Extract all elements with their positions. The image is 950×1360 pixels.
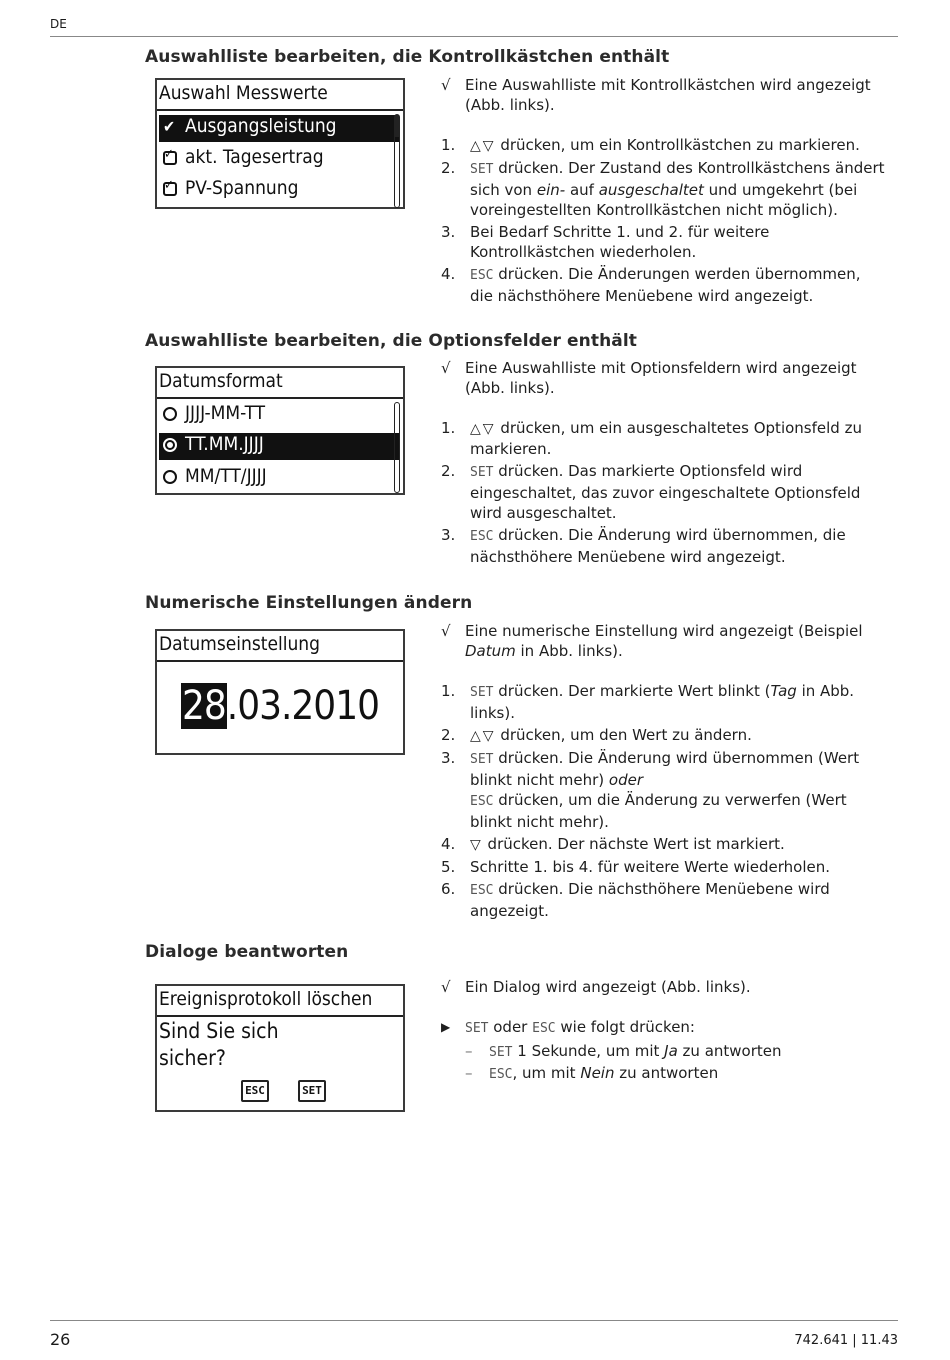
esc-key-icon: ESC — [241, 1080, 269, 1102]
lcd-row-selected: TT.MM.JJJJ — [159, 433, 399, 460]
lcd-row: JJJJ-MM-TT — [159, 402, 399, 429]
page-number: 26 — [50, 1330, 71, 1349]
arrow-right-icon: ▶ — [441, 1020, 451, 1034]
scrollbar — [394, 114, 400, 208]
lcd-row: ✓ PV-Spannung — [164, 177, 299, 199]
dash-icon: – — [465, 1042, 473, 1060]
section-heading-radio: Auswahlliste bearbeiten, die Optionsfelder enthält — [145, 331, 638, 351]
footer-rule — [50, 1320, 898, 1321]
lcd-title: Ereignisprotokoll löschen — [159, 988, 373, 1010]
checkbox-checked-icon: ✓ — [163, 151, 177, 165]
scrollbar — [394, 402, 400, 493]
checkbox-checked-icon: ✓ — [163, 182, 177, 196]
instructions-numeric: √ Eine numerische Einstellung wird angezeigt (Beispiel Datum in Abb. links). 1. SET drücken. Der markierte Wert blinkt (Tag in Abb. links). 2. △▽ drücken, um den Wert zu ändern. 3. SET drücken. Die Änderung wird übernommen (Wert blinkt nicht mehr) oder ESC drücken, um die Änderung zu verwerfen (Wert blinkt nicht mehr). 4. ▽ drücken. Der nächste Wert ist markiert. 5. Schritte 1. bis 4. für weitere Werte wiederholen. 6. ESC drücken. Die nächsthöhere Menüebene wird angezeigt. — [441, 622, 863, 920]
lcd-row: ✓ akt. Tagesertrag — [164, 146, 324, 168]
language-label: DE — [50, 17, 67, 31]
section-heading-numeric: Numerische Einstellungen ändern — [145, 593, 473, 613]
lcd-divider — [157, 1015, 403, 1017]
lcd-dialog — [155, 984, 405, 1112]
radio-selected-icon — [163, 438, 177, 452]
lcd-radio-list — [155, 366, 405, 495]
checkmark-icon: √ — [441, 76, 451, 94]
dialog-question-line: sicher? — [159, 1046, 226, 1070]
dash-icon: – — [465, 1064, 473, 1082]
lcd-title: Auswahl Messwerte — [159, 82, 328, 104]
radio-empty-icon — [163, 470, 177, 484]
radio-empty-icon — [163, 407, 177, 421]
lcd-divider — [157, 109, 403, 111]
section-heading-checkboxes: Auswahlliste bearbeiten, die Kontrollkästchen enthält — [145, 47, 670, 67]
lcd-checkbox-list — [155, 78, 405, 209]
lcd-date-setting — [155, 629, 405, 755]
lcd-row-selected: ✔ Ausgangsleistung — [159, 115, 399, 142]
date-day-highlight: 28 — [182, 683, 226, 729]
checkmark-icon: √ — [441, 978, 451, 996]
dialog-question-line: Sind Sie sich — [159, 1019, 279, 1043]
checkmark-icon: √ — [441, 359, 451, 377]
section-heading-dialogs: Dialoge beantworten — [145, 942, 349, 962]
lcd-title: Datumseinstellung — [159, 633, 320, 655]
lcd-row: MM/TT/JJJJ — [159, 465, 399, 492]
checkmark-icon: √ — [441, 622, 451, 640]
lcd-date-value: 28.03.2010 — [182, 683, 379, 729]
lcd-divider — [157, 397, 403, 399]
header-rule — [50, 36, 898, 37]
document-reference: 742.641 | 11.43 — [794, 1333, 898, 1348]
lcd-title: Datumsformat — [159, 370, 283, 392]
instructions-radio: √ Eine Auswahlliste mit Optionsfeldern wird angezeigt (Abb. links). 1. △▽ drücken, um ein ausgeschaltetes Optionsfeld zu markieren. 2. SET drücken. Das markierte Optionsfeld wird eingeschaltet, das zuvor eingeschaltete Optionsfeld wird ausgeschaltet. 3. ESC drücken. Die Änderung wird übernommen, die nächsthöhere Menüebene wird angezeigt. — [441, 359, 862, 566]
checkmark-icon: ✔ — [163, 117, 176, 136]
instructions-dialogs: √ Ein Dialog wird angezeigt (Abb. links). ▶ SET oder ESC wie folgt drücken: – SET 1 Sekunde, um mit Ja zu antworten – ESC, um mit Nein zu antworten — [441, 978, 782, 1082]
set-key-icon: SET — [298, 1080, 326, 1102]
lcd-divider — [157, 660, 403, 662]
instructions-checkboxes: √ Eine Auswahlliste mit Kontrollkästchen wird angezeigt (Abb. links). 1. △▽ drücken, um ein Kontrollkästchen zu markieren. 2. SET drücken. Der Zustand des Kontrollkästchens ändert sich von ein- auf ausgeschaltet und umgekehrt (bei voreingestellten Kontrollkästchen nicht möglich). 3. Bei Bedarf Schritte 1. und 2. für weitere Kontrollkästchen wiederholen. 4. ESC drücken. Die Änderungen werden übernommen, die nächsthöhere Menüebene wird angezeigt. — [441, 76, 885, 305]
